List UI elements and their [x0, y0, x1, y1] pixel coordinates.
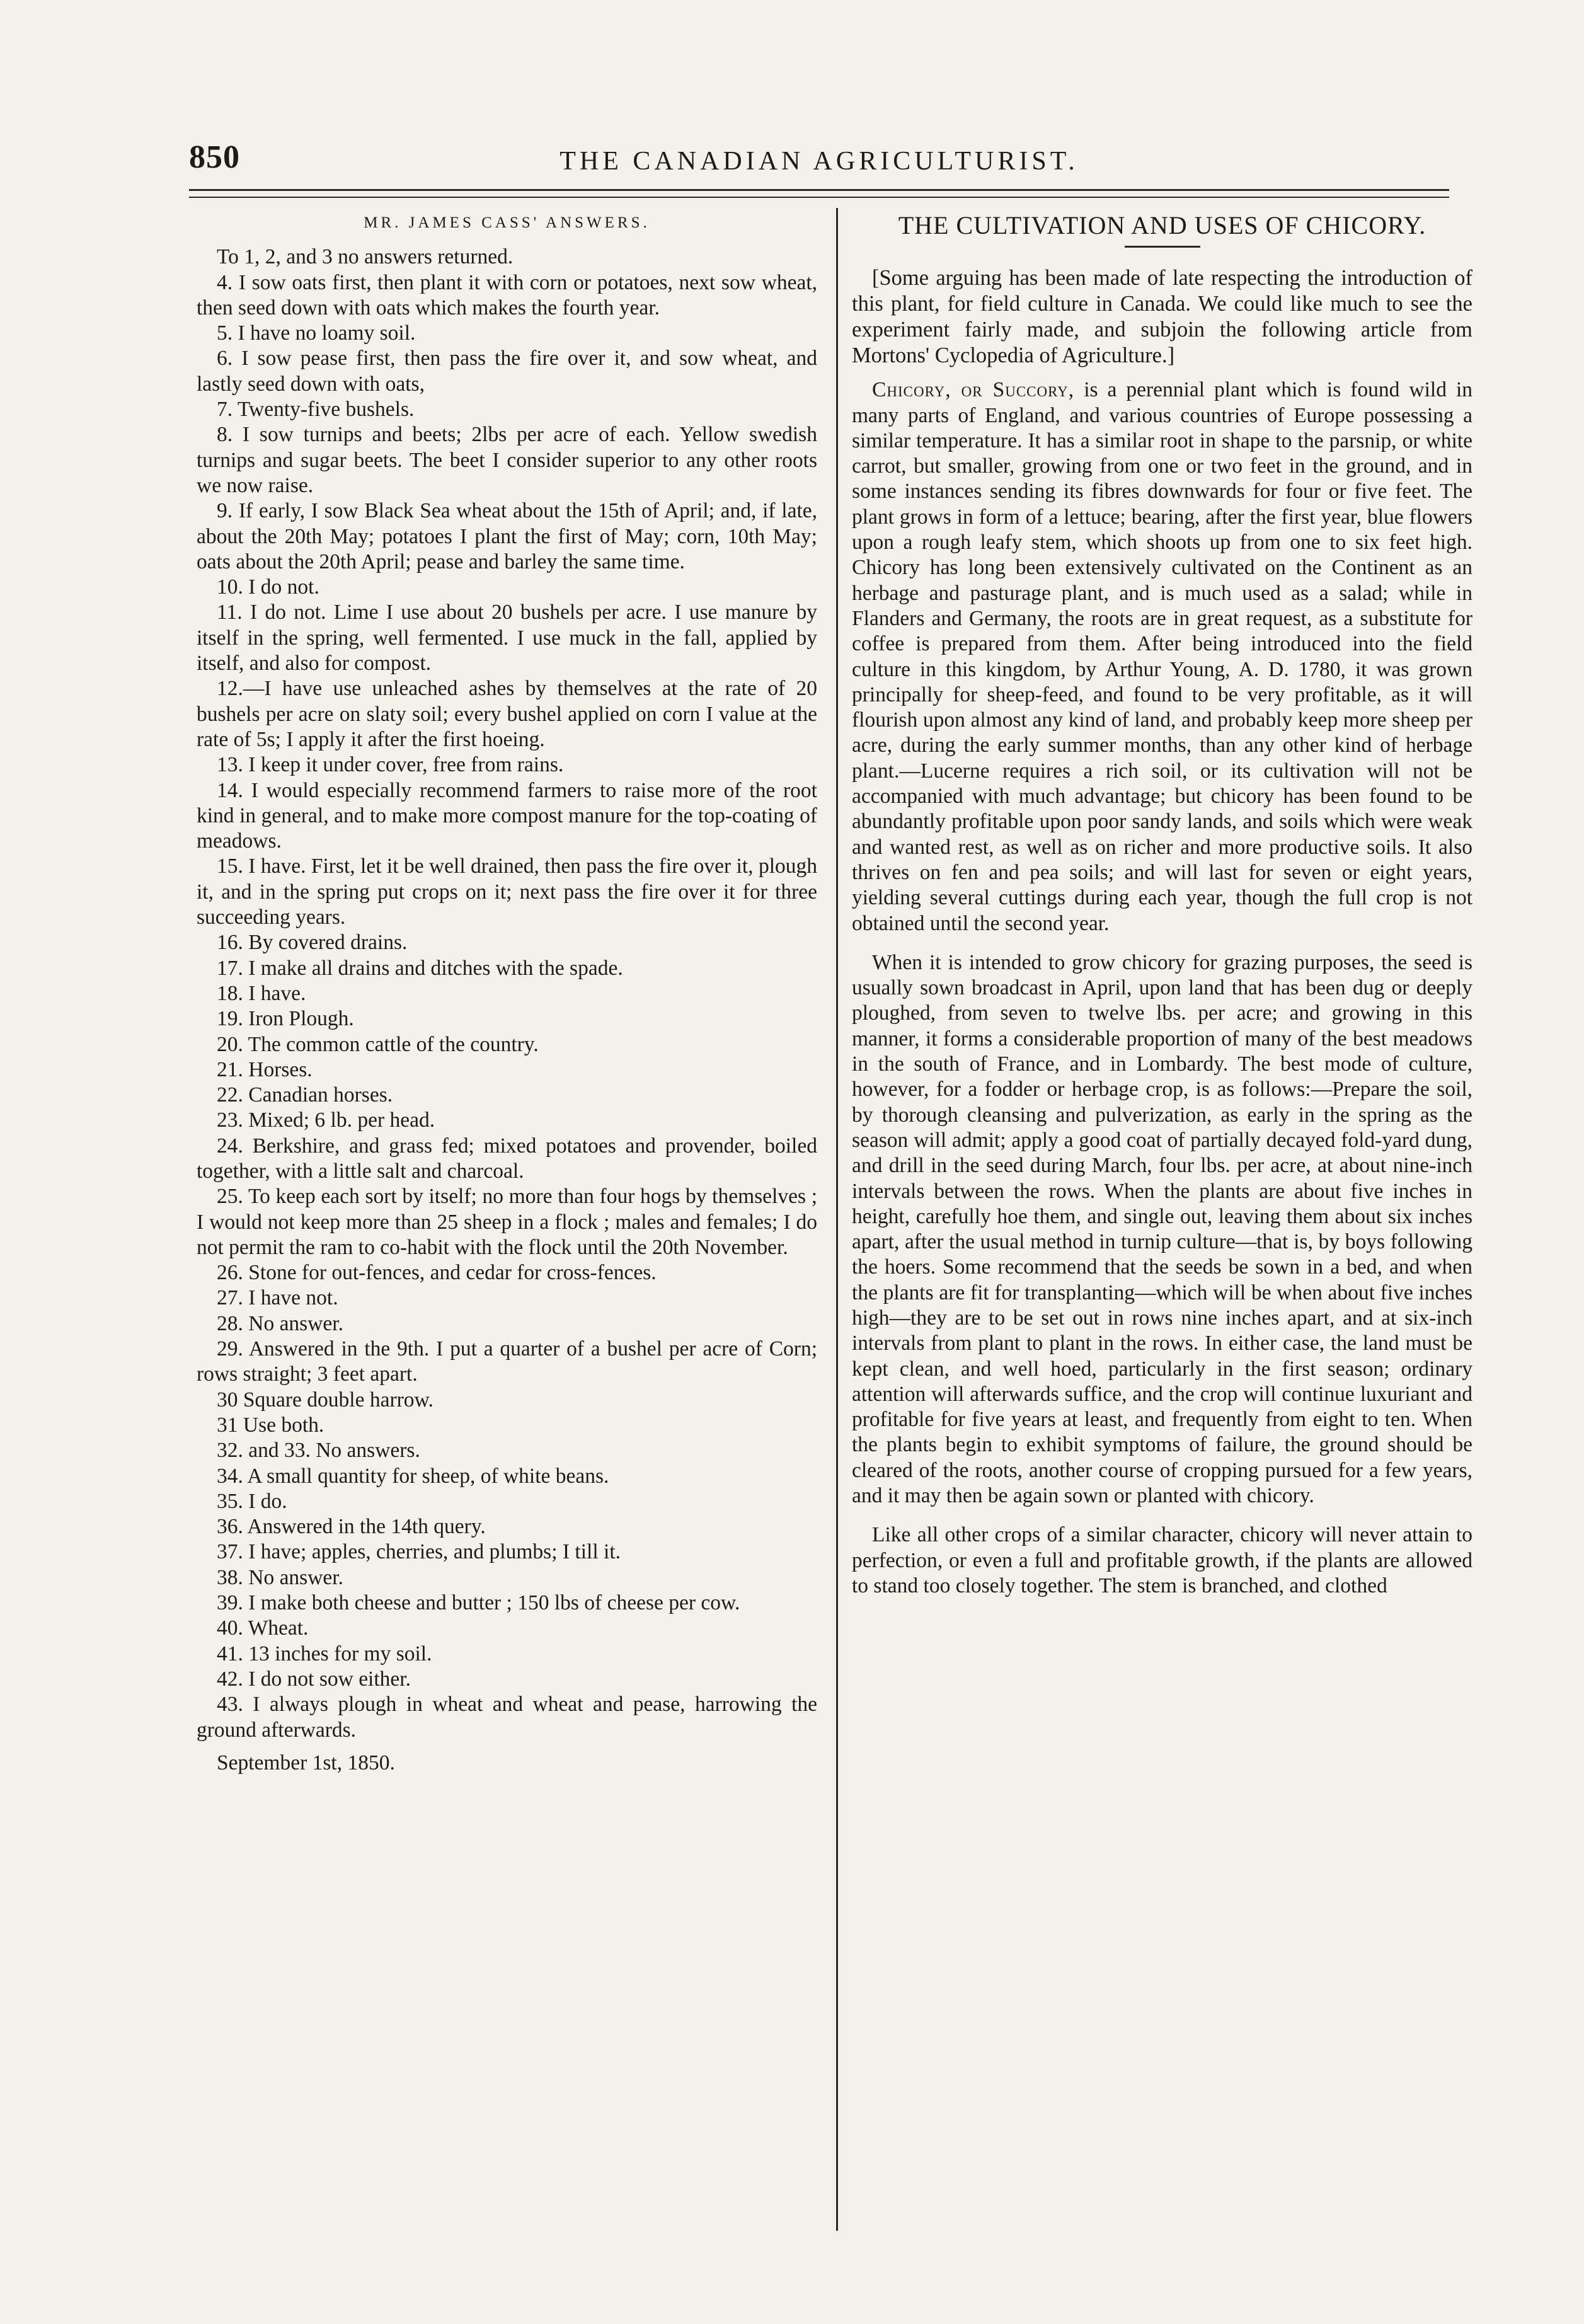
answer-item: 37. I have; apples, cherries, and plumbs; I till it. [217, 1540, 621, 1564]
answer-item: 14. I would especially recommend farmers to raise more of the root kind in general, and to make more compost manure for the top-coating of meadows. [197, 778, 817, 853]
answer-item: To 1, 2, and 3 no answers returned. [217, 245, 514, 269]
answer-item: 41. 13 inches for my soil. [217, 1642, 432, 1665]
answer-item: 36. Answered in the 14th query. [217, 1515, 486, 1539]
paragraph-gap [852, 936, 1472, 950]
answer-item: 7. Twenty-five bushels. [217, 398, 415, 422]
answers-heading: MR. JAMES CASS' ANSWERS. [364, 214, 650, 231]
article-title: THE CULTIVATION AND USES OF CHICORY. [898, 211, 1426, 239]
answer-item: 42. I do not sow either. [217, 1667, 411, 1691]
right-column [852, 208, 1472, 1599]
answer-item: 29. Answered in the 9th. I put a quarter of a bushel per acre of Corn; rows straight; 3 feet apart. [197, 1337, 817, 1386]
answer-item: 19. Iron Plough. [217, 1007, 354, 1031]
article-paragraph-2: When it is intended to grow chicory for grazing purposes, the seed is usually sown broadcast in April, upon land that has been dug or deeply ploughed, from seven to twelve lbs. per acre; and growing in this manner, it forms a considerable proportion of many of the best meadows in the south of France, and in Lombardy. The best mode of culture, however, for a fodder or herbage crop, is as follows:—Prepare the soil, by thorough cleansing and pulverization, as early in the spring as the season will admit; apply a good coat of partially decayed fold-yard dung, and drill in the seed during March, four lbs. per acre, at about nine-inch intervals between the rows. When the plants are about five inches in height, carefully hoe them, and single out, leaving them about six inches apart, after the usual method in turnip culture—that is, by boys following the hoers. Some recommend that the seeds be sown in a bed, and when the plants are fit for transplanting—which will be when about five inches high—they are to be set out in rows nine inches apart, and at six-inch intervals from plant to plant in the rows. In either case, the land must be kept clean, and well hoed, particularly in the first season; ordinary attention will afterwards suffice, and the crop will continue luxuriant and profitable for five years at least, and frequently from eight to ten. When the plants begin to exhibit symptoms of failure, the ground should be cleared of the roots, another course of cropping pursued for a few years, and it may then be again sown or planted with chicory. [852, 950, 1472, 1508]
answer-item: 40. Wheat. [217, 1616, 309, 1640]
header-rule-secondary [189, 197, 1449, 198]
column-divider [836, 208, 838, 2231]
answer-item: 28. No answer. [217, 1311, 343, 1335]
answer-item: 38. No answer. [217, 1565, 343, 1589]
answer-item: 4. I sow oats first, then plant it with corn or potatoes, next sow wheat, then seed down with oats which makes the fourth year. [197, 270, 817, 319]
answer-item: 24. Berkshire, and grass fed; mixed potatoes and provender, boiled together, with a little salt and charcoal. [197, 1134, 817, 1183]
answer-item: 32. and 33. No answers. [217, 1439, 420, 1463]
article-paragraph-1 [852, 377, 1472, 936]
paragraph-gap [852, 1509, 1472, 1522]
paragraph-1-body: is a perennial plant which is found wild in many parts of England, and various countries of Europe possessing a similar temperature. It has a similar root in shape to the parsnip, or white carrot, but smaller, growing from one or two feet in the ground, and in some instances sending its fibres downwards for four or five feet. The plant grows in form of a lettuce; bearing, after the first year, blue flowers upon a rough leafy stem, which shoots up from one to six feet high. Chicory has long been extensively cultivated on the Continent as an herbage and pasturage plant, and is much used as a salad; while in Flanders and Germany, the roots are in great request, as a substitute for coffee is prepared from them. After being introduced into the field culture in this kingdom, by Arthur Young, A. D. 1780, it was grown principally for sheep-feed, and found to be very profitable, as it will flourish upon almost any kind of land, and probably keep more sheep per acre, during the early summer months, than any other kind of herbage plant.—Lucerne requires a rich soil, or its cultivation will not be accompanied with much advantage; but chicory has been found to be abundantly profitable upon poor sandy lands, and soils which were weak and wanted rest, as well as on richer and more productive soils. It also thrives on fen and pea soils; and will last for seven or eight years, yielding several cuttings during each year, though the full crop is not obtained until the second year. [852, 378, 1473, 935]
answer-item: 13. I keep it under cover, free from rains. [217, 753, 564, 777]
answer-item: 26. Stone for out-fences, and cedar for cross-fences. [217, 1261, 657, 1285]
answer-item: 27. I have not. [217, 1286, 338, 1310]
answers-list [197, 244, 817, 1743]
answer-item: 8. I sow turnips and beets; 2lbs per acre of each. Yellow swedish turnips and sugar beets. The beet I consider superior to any other roots we now raise. [197, 423, 817, 497]
title-rule [1125, 246, 1200, 248]
answer-item: 43. I always plough in wheat and wheat and pease, harrowing the ground afterwards. [197, 1693, 817, 1742]
answer-item: 25. To keep each sort by itself; no more than four hogs by themselves ; I would not keep more than 25 sheep in a flock ; males and females; I do not permit the ram to co-habit with the flock until the 20th November. [197, 1185, 817, 1259]
answer-item: 18. I have. [217, 981, 306, 1005]
answer-item: 20. The common cattle of the country. [217, 1032, 539, 1056]
left-column [197, 208, 817, 1776]
dateline: September 1st, 1850. [217, 1751, 395, 1775]
answer-item: 35. I do. [217, 1489, 287, 1513]
answer-item: 39. I make both cheese and butter ; 150 lbs of cheese per cow. [217, 1591, 740, 1615]
answer-item: 30 Square double harrow. [217, 1388, 433, 1412]
answer-item: 12.—I have use unleached ashes by themselves at the rate of 20 bushels per acre on slaty soil; every bushel applied on corn I value at the rate of 5s; I apply it after the first hoeing. [197, 677, 817, 751]
answer-item: 11. I do not. Lime I use about 20 bushels per acre. I use manure by itself in the spring, well fermented. I use muck in the fall, applied by itself, and also for compost. [197, 601, 817, 676]
answer-item: 16. By covered drains. [217, 931, 408, 955]
header-rule [189, 189, 1449, 191]
answer-item: 9. If early, I sow Black Sea wheat about the 15th of April; and, if late, about the 20th May; potatoes I plant the first of May; corn, 10th May; oats about the 20th April; pease and barley the same time. [197, 499, 817, 573]
page-header [189, 139, 1449, 183]
editor-note: [Some arguing has been made of late respecting the introduction of this plant, for field culture in Canada. We could like much to see the experiment fairly made, and subjoin the following article from Mortons' Cyclopedia of Agriculture.] [852, 266, 1472, 368]
answer-item: 17. I make all drains and ditches with the spade. [217, 956, 623, 980]
answer-item: 15. I have. First, let it be well drained, then pass the fire over it, plough it, and in the spring put crops on it; next pass the fire over it for three succeeding years. [197, 854, 817, 929]
paragraph-lead: Chicory, or Succory, [872, 378, 1075, 402]
answer-item: 22. Canadian horses. [217, 1083, 393, 1107]
answer-item: 34. A small quantity for sheep, of white beans. [217, 1464, 609, 1488]
answer-item: 21. Horses. [217, 1057, 313, 1081]
article-paragraph-3: Like all other crops of a similar character, chicory will never attain to perfection, or even a full and profitable growth, if the plants are allowed to stand too closely together. The stem is branched, and clothed [852, 1523, 1472, 1597]
answer-item: 23. Mixed; 6 lb. per head. [217, 1108, 435, 1132]
answer-item: 31 Use both. [217, 1413, 324, 1437]
answer-item: 5. I have no loamy soil. [217, 321, 416, 345]
answer-item: 10. I do not. [217, 575, 319, 599]
answer-item: 6. I sow pease first, then pass the fire over it, and sow wheat, and lastly seed down with oats, [197, 347, 817, 396]
page-number: 850 [189, 139, 240, 175]
running-title: THE CANADIAN AGRICULTURIST. [560, 147, 1079, 176]
